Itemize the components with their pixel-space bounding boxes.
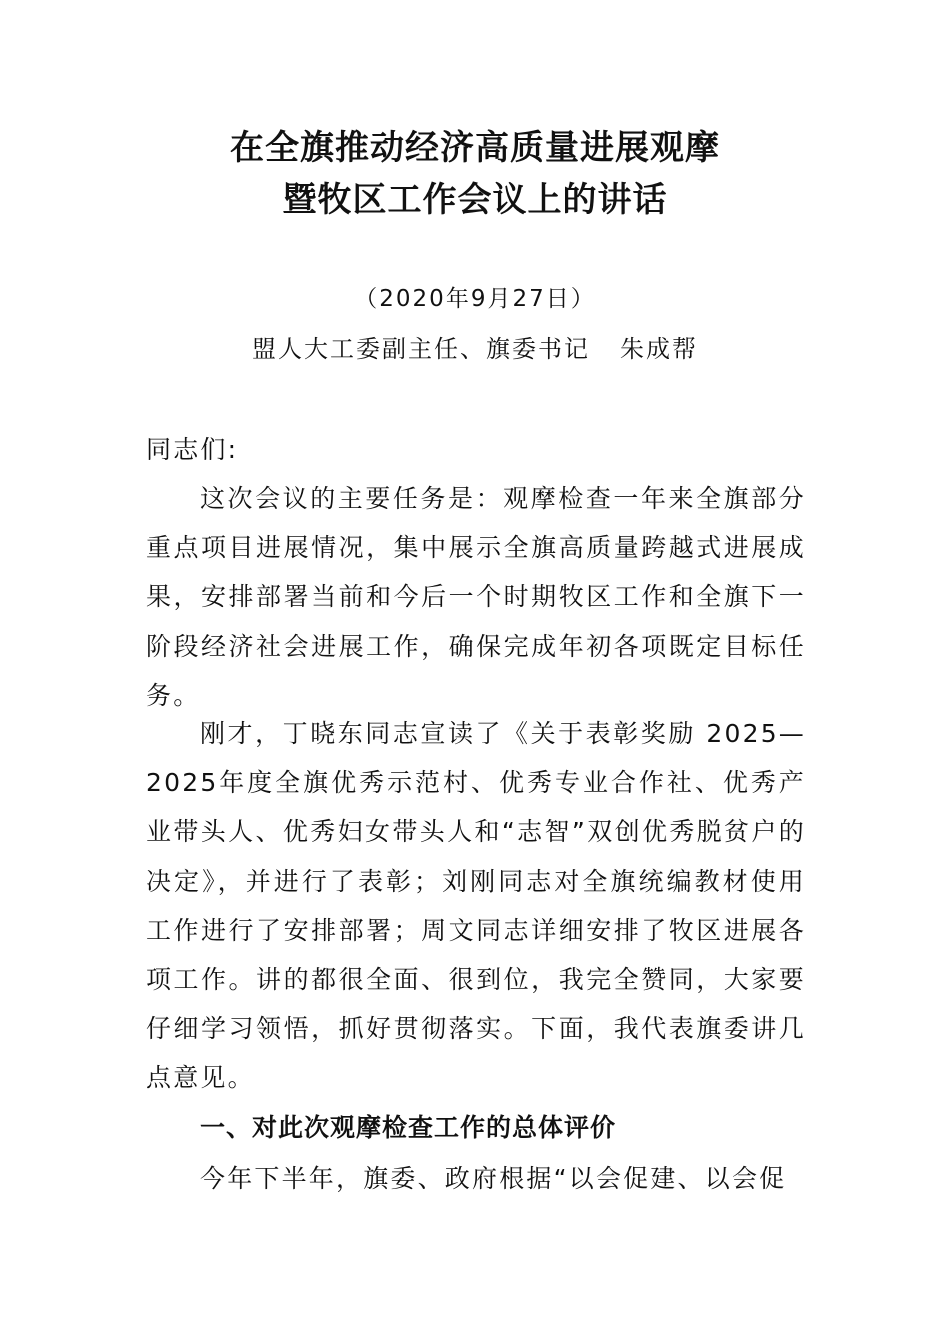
speaker-name: 朱成帮 (620, 335, 698, 363)
speaker-position: 盟人大工委副主任、旗委书记 (252, 335, 590, 363)
paragraph-meeting-tasks: 这次会议的主要任务是：观摩检查一年来全旗部分重点项目进展情况，集中展示全旗高质量跨越式进展成果，安排部署当前和今后一个时期牧区工作和全旗下一阶段经济社会进展工作，确保完成年初各项既定目标任务。 (146, 484, 806, 710)
section-heading-1: 一、对此次观摩检查工作的总体评价 (200, 1113, 617, 1142)
speech-date: （2020年9月27日） (354, 286, 596, 312)
document-title-line-1: 在全旗推动经济高质量进展观摩 (230, 128, 720, 168)
document-title-line-2: 暨牧区工作会议上的讲话 (282, 180, 668, 220)
greeting: 同志们: (146, 435, 239, 464)
speaker-line (0, 334, 950, 364)
section-1-paragraph: 今年下半年，旗委、政府根据“以会促建、以会促 (200, 1164, 787, 1193)
paragraph-meeting-summary: 刚才，丁晓东同志宣读了《关于表彰奖励 2025—2025年度全旗优秀示范村、优秀专业合作社、优秀产业带头人、优秀妇女带头人和“志智”双创优秀脱贫户的决定》，并进行了表彰；刘刚同志对全旗统编教材使用工作进行了安排部署；周文同志详细安排了牧区进展各项工作。讲的都很全面、很到位，我完全赞同，大家要仔细学习领悟，抓好贯彻落实。下面，我代表旗委讲几点意见。 (146, 719, 806, 1093)
